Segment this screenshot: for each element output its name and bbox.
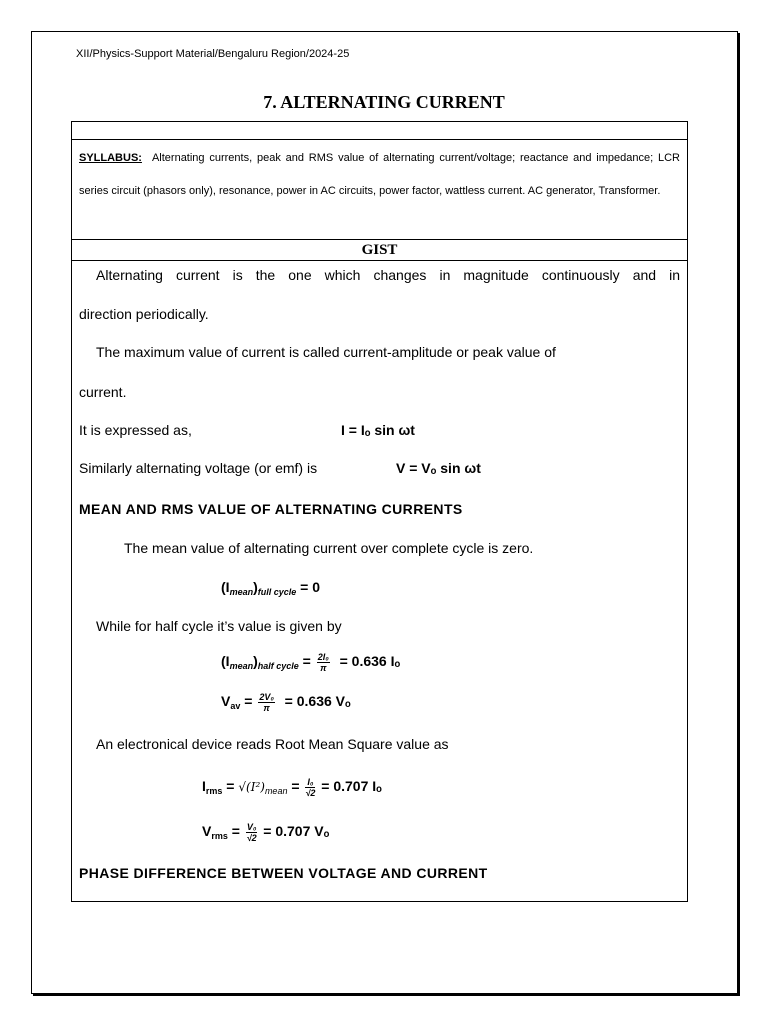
irms-num: I₀ xyxy=(307,777,314,787)
vrms-sub: rms xyxy=(211,831,228,842)
device-text: An electronical device reads Root Mean Square value as xyxy=(96,736,449,752)
irms-eq1: = xyxy=(226,778,235,795)
irms-root-sub: mean xyxy=(264,786,288,797)
vrms-result: = 0.707 Vₒ xyxy=(263,823,330,840)
irms-formula xyxy=(202,777,382,798)
half-cycle-text: While for half cycle it’s value is given by xyxy=(96,618,342,634)
fc-i: (I xyxy=(221,579,230,595)
gist-p1-line2: direction periodically. xyxy=(79,306,209,322)
vrms-formula xyxy=(202,822,329,843)
irms-i: I xyxy=(202,778,206,795)
vav-den: π xyxy=(263,703,270,713)
syllabus xyxy=(79,142,680,208)
hc-den: π xyxy=(320,663,327,673)
fc-eq: = 0 xyxy=(300,579,321,595)
hc-result: = 0.636 Iₒ xyxy=(339,653,401,670)
hc-fraction xyxy=(317,652,330,673)
hc-i: (I xyxy=(221,653,230,670)
gist-p1-line1: Alternating current is the one which changes in magnitude continuously and in xyxy=(96,267,680,283)
hc-close: ) xyxy=(253,653,258,670)
vav-result: = 0.636 Vₒ xyxy=(284,693,351,710)
chapter-title: 7. ALTERNATING CURRENT xyxy=(263,92,505,112)
irms-fraction xyxy=(305,777,315,798)
syllabus-text: Alternating currents, peak and RMS value of alternating current/voltage; reactance and impedance; LCR series circuit (phasors only), resonance, power in AC circuits, power factor, wattless current. AC generator, Transformer. xyxy=(79,152,680,197)
syllabus-label: SYLLABUS: xyxy=(79,152,142,164)
irms-eq2: = xyxy=(291,778,300,795)
irms-den: √2 xyxy=(305,788,316,798)
vav-num: 2V₀ xyxy=(259,692,274,702)
vrms-num: V₀ xyxy=(246,822,257,832)
hc-sub: half cycle xyxy=(257,661,299,672)
vav-v: V xyxy=(221,693,231,710)
vrms-v: V xyxy=(202,823,212,840)
mean-rms-heading: MEAN AND RMS VALUE OF ALTERNATING CURRENTS xyxy=(79,501,463,517)
gist-heading: GIST xyxy=(72,239,687,261)
gist-p2-line1: The maximum value of current is called current-amplitude or peak value of xyxy=(96,344,556,360)
current-formula: I = Iₒ sin ωt xyxy=(341,422,415,438)
gist-p2-line2: current. xyxy=(79,384,127,400)
hc-eq1: = xyxy=(302,653,311,670)
vav-sub: av xyxy=(230,701,241,712)
vrms-fraction xyxy=(246,822,258,843)
top-empty-row xyxy=(72,122,687,140)
content-box xyxy=(71,121,688,902)
voltage-label: Similarly alternating voltage (or emf) is xyxy=(79,460,318,476)
fc-close: ) xyxy=(253,579,258,595)
vrms-den: √2 xyxy=(246,833,257,843)
hc-mean: mean xyxy=(229,661,254,672)
irms-sub: rms xyxy=(205,786,223,797)
voltage-formula: V = Vₒ sin ωt xyxy=(396,460,481,476)
vrms-eq1: = xyxy=(231,823,240,840)
phase-heading: PHASE DIFFERENCE BETWEEN VOLTAGE AND CURRENT xyxy=(79,865,488,881)
irms-result: = 0.707 Iₒ xyxy=(321,778,382,795)
hc-num: 2I₀ xyxy=(317,652,329,662)
mean-intro: The mean value of alternating current over complete cycle is zero. xyxy=(124,540,534,556)
full-cycle-formula xyxy=(221,579,320,597)
vav-eq1: = xyxy=(244,693,253,710)
expressed-label: It is expressed as, xyxy=(79,422,192,438)
vav-fraction xyxy=(258,692,275,713)
vav-formula xyxy=(221,692,351,713)
irms-root: √(I²) xyxy=(238,780,265,795)
running-head: XII/Physics-Support Material/Bengaluru Region/2024-25 xyxy=(76,48,350,60)
fc-sub: full cycle xyxy=(257,587,297,597)
half-cycle-formula xyxy=(221,652,400,673)
fc-mean: mean xyxy=(229,587,254,597)
